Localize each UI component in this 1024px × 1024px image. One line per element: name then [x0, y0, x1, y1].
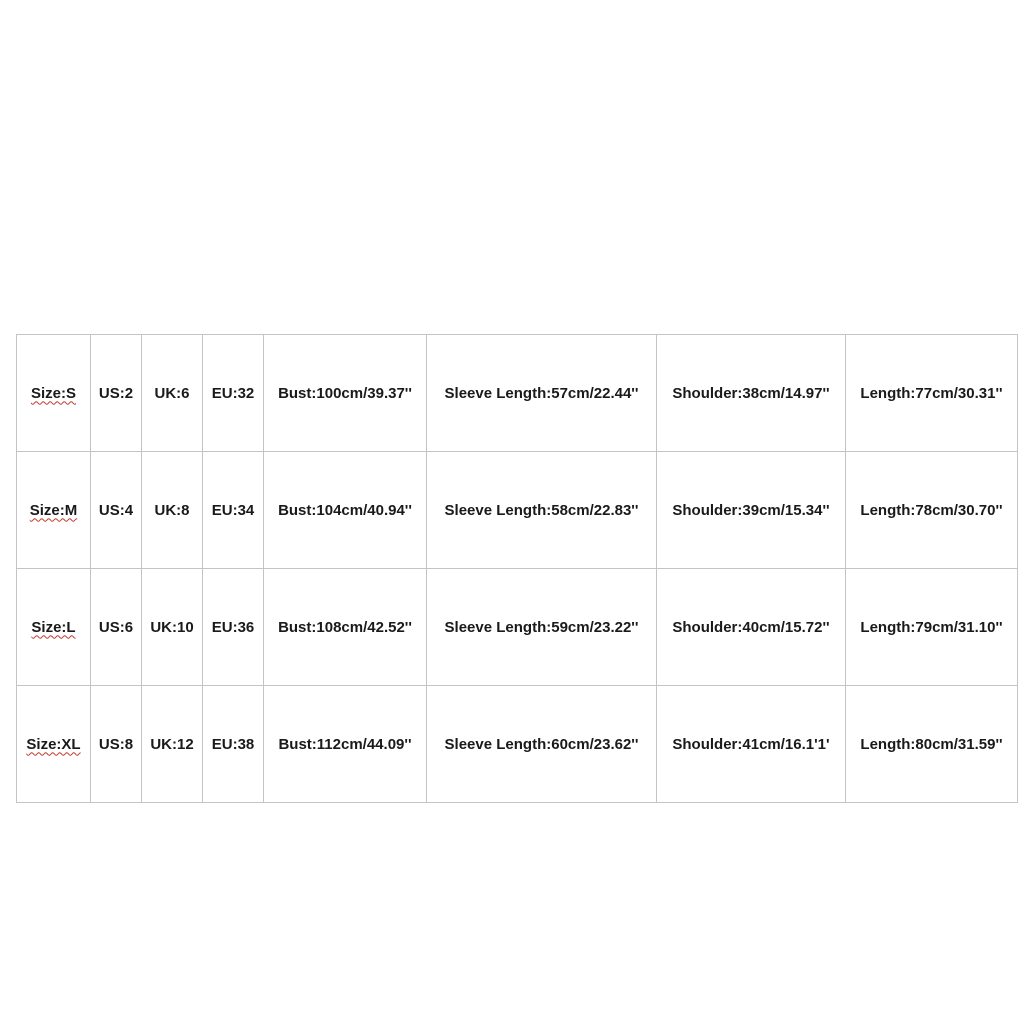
bust-cell: Bust:112cm/44.09'': [264, 686, 427, 803]
us-size-cell: US:6: [91, 569, 142, 686]
size-cell: [17, 569, 91, 686]
size-chart-table: [16, 334, 1018, 803]
shoulder-cell: Shoulder:41cm/16.1'1': [657, 686, 846, 803]
length-cell: Length:80cm/31.59'': [846, 686, 1018, 803]
bust-cell: Bust:100cm/39.37'': [264, 335, 427, 452]
length-cell: Length:78cm/30.70'': [846, 452, 1018, 569]
size-row-m: [17, 452, 1018, 569]
us-size-cell: US:4: [91, 452, 142, 569]
size-row-s: [17, 335, 1018, 452]
sleeve-length-cell: Sleeve Length:60cm/23.62'': [427, 686, 657, 803]
size-row-l: [17, 569, 1018, 686]
eu-size-cell: EU:32: [203, 335, 264, 452]
us-size-cell: US:8: [91, 686, 142, 803]
size-cell: [17, 335, 91, 452]
eu-size-cell: EU:34: [203, 452, 264, 569]
size-row-xl: [17, 686, 1018, 803]
size-label: Size:XL: [26, 735, 81, 753]
length-cell: Length:77cm/30.31'': [846, 335, 1018, 452]
shoulder-cell: Shoulder:38cm/14.97'': [657, 335, 846, 452]
length-cell: Length:79cm/31.10'': [846, 569, 1018, 686]
eu-size-cell: EU:38: [203, 686, 264, 803]
bust-cell: Bust:104cm/40.94'': [264, 452, 427, 569]
eu-size-cell: EU:36: [203, 569, 264, 686]
shoulder-cell: Shoulder:39cm/15.34'': [657, 452, 846, 569]
shoulder-cell: Shoulder:40cm/15.72'': [657, 569, 846, 686]
us-size-cell: US:2: [91, 335, 142, 452]
uk-size-cell: UK:10: [142, 569, 203, 686]
uk-size-cell: UK:12: [142, 686, 203, 803]
sleeve-length-cell: Sleeve Length:57cm/22.44'': [427, 335, 657, 452]
sleeve-length-cell: Sleeve Length:58cm/22.83'': [427, 452, 657, 569]
size-cell: [17, 452, 91, 569]
size-label: Size:L: [31, 618, 76, 636]
uk-size-cell: UK:6: [142, 335, 203, 452]
bust-cell: Bust:108cm/42.52'': [264, 569, 427, 686]
uk-size-cell: UK:8: [142, 452, 203, 569]
size-label: Size:M: [29, 501, 78, 519]
size-cell: [17, 686, 91, 803]
size-label: Size:S: [30, 384, 76, 402]
sleeve-length-cell: Sleeve Length:59cm/23.22'': [427, 569, 657, 686]
